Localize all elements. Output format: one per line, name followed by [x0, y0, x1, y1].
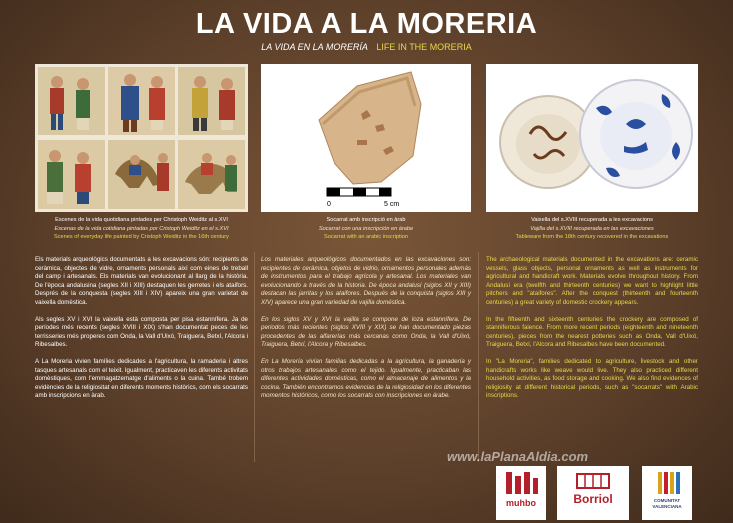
- caption-weiditz: [35, 216, 248, 242]
- text-column-catalan: [35, 256, 248, 409]
- page-title: LA VIDA A LA MORERIA: [195, 8, 538, 40]
- tableware-bowls-illustration: [486, 64, 698, 212]
- weiditz-scenes-image: [35, 64, 248, 212]
- caption-tableware-spanish: Vajilla del s.XVIII recuperada en las excavaciones: [530, 225, 654, 232]
- english-paragraph-3: In "La Moreria", families dedicated to agriculture, livestock and other handicrafts works like weave would live. They also practiced different household activities, as food storage and cooking. We also find evidences of religiosity at different historical periods, such as "socarrats" with Arabic inscriptions.: [486, 357, 698, 400]
- watermark-text: www.laPlanaAldia.com: [447, 449, 589, 464]
- caption-tableware-catalan: Vaixella del s.XVIII recuperada a les excavacions: [531, 217, 653, 223]
- caption-socarrat-english: Socarrat with an arabic inscription: [324, 234, 408, 240]
- muhbo-logo-icon: [496, 466, 546, 520]
- spanish-paragraph-2: En los siglos XV y XVI la vajilla se compone de loza estannífera. De periodos más recientes (siglos XVIII y XIX) se han documentado piezas procedentes de las alfarerías más cercanas como Onda, la Vall d'Uixó, Traiguera, Betxí, l'Alcora y Ribesalbes.: [261, 315, 471, 349]
- caption-tableware-english: Tableware from the 18th century recovered in the excavations: [515, 234, 669, 240]
- muhbo-logo: [496, 466, 546, 520]
- caption-weiditz-catalan: Escenes de la vida quotidiana pintades per Christoph Weiditz al s.XVI: [55, 217, 228, 223]
- caption-tableware: [486, 216, 698, 242]
- socarrat-fragment-illustration: [261, 64, 471, 212]
- borriol-logo: [557, 466, 629, 520]
- scale-end-label: 5 cm: [384, 201, 400, 208]
- english-paragraph-1: The archaeological materials documented in the excavations are: ceramic vessels, glass objects, personal ornaments as well as instruments for agricultural and handicraft work. Materials evolve throughout history. From Andalusí era (twelfth and thirteenth centuries) we want to highlight little pitchers and "ataifores". After the conquest (thirteenth and fourteenth centuries) a great variety of domestic crockery appears.: [486, 256, 698, 306]
- caption-weiditz-spanish: Escenas de la vida cotidiana pintadas por Cristoph Weiditz en el s.XVI: [54, 225, 229, 232]
- column-divider-right: [478, 252, 479, 462]
- spanish-paragraph-3: En La Morería vivían familias dedicadas a la agricultura, la ganadería y otros trabajos artesanales como el tejido. Igualmente, practicaban las diferentes actividades domésticas, como el almacenaje de alimentos y la cocina. También encontramos evidencias de la religiosidad en los diferentes momentos históricos, como los socarrats con inscripciones en árabe.: [261, 357, 471, 400]
- caption-socarrat-spanish: Socarrat con una inscripción en árabe: [318, 225, 414, 232]
- spanish-paragraph-1: Los materiales arqueológicos documentados en las excavaciones son: recipientes de cerámica, objetos de vidrio, ornamentos personales además de instrumentos para el trabajo agrícola y artesanal. Los materiales van evolucionando a través de la historia. De época andalusí (siglos XII y XIII) destacan las jarritas y los ataifores. Después de la conquista (siglos XIII y XIV) aparece una gran variedad de vajilla doméstica.: [261, 256, 471, 306]
- painted-figures-illustration: [35, 64, 248, 212]
- text-column-english: [486, 256, 698, 409]
- borriol-logo-text: Borriol: [573, 492, 613, 506]
- scale-start-label: 0: [327, 201, 331, 208]
- caption-socarrat-catalan: Socarrat amb inscripció en àrab: [326, 217, 406, 223]
- scale-bar: [327, 188, 391, 196]
- column-divider-left: [254, 252, 255, 462]
- generalitat-logo-text: COMUNITAT VALENCIANA: [652, 498, 682, 509]
- socarrat-image: [261, 64, 471, 212]
- tableware-image: [486, 64, 698, 212]
- generalitat-logo-icon: [642, 466, 692, 520]
- subtitle-english: LIFE IN THE MORERIA: [376, 42, 472, 52]
- catalan-paragraph-2: Als segles XV i XVI la vaixella està composta per pisa estannífera. Ja de períodes més recents (segles XVIII i XIX) s'han documentat peces de les terrisseries més properes com Onda, la Vall d'Uixó, Traiguera, Betxí, l'Alcora i Ribesalbes.: [35, 315, 248, 349]
- caption-weiditz-english: Scenes of everyday life painted by Cristoph Weiditz in the 16th century: [54, 234, 229, 240]
- subtitle-spanish: LA VIDA EN LA MORERÍA: [261, 42, 368, 52]
- english-paragraph-2: In the fifteenth and sixteenth centuries the crockery are composed of stanniferous faience. From more recent periods (eighteenth and nineteenth centuries), pieces from the nearest potteries such as Onda, Vall d'Uixó, Traiguera, Betxí, l'Alcora and Ribesalbes have been documented.: [486, 315, 698, 349]
- muhbo-logo-text: muhbo: [506, 498, 536, 508]
- text-column-spanish: [261, 256, 471, 409]
- generalitat-logo: [642, 466, 692, 520]
- page-subtitle: [0, 42, 733, 52]
- caption-socarrat: [261, 216, 471, 242]
- catalan-paragraph-3: A La Moreria vivien famílies dedicades a l'agricultura, la ramaderia i altres tasques artesanals com el teixit. Igualment, practicaven les diferents activitats domèstiques, com l'emmagatzematge d'aliments o la cuina. També trobem evidències de la religiositat en diferents moments històrics, com els socarrats amb inscripcions en àrab.: [35, 357, 248, 400]
- catalan-paragraph-1: Els materials arqueològics documentats a les excavacions són: recipients de ceràmica, objectes de vidre, ornaments personals així com eines de treball del camp i artesanals. Els materials van evolucionant al llarg de la història. De l'època andalusina (segles XII i XIII) destaquen les gerretes i els ataifors. Després de la conquesta (segles XIII i XIV) apareix una gran varietat de vaixella domèstica.: [35, 256, 248, 306]
